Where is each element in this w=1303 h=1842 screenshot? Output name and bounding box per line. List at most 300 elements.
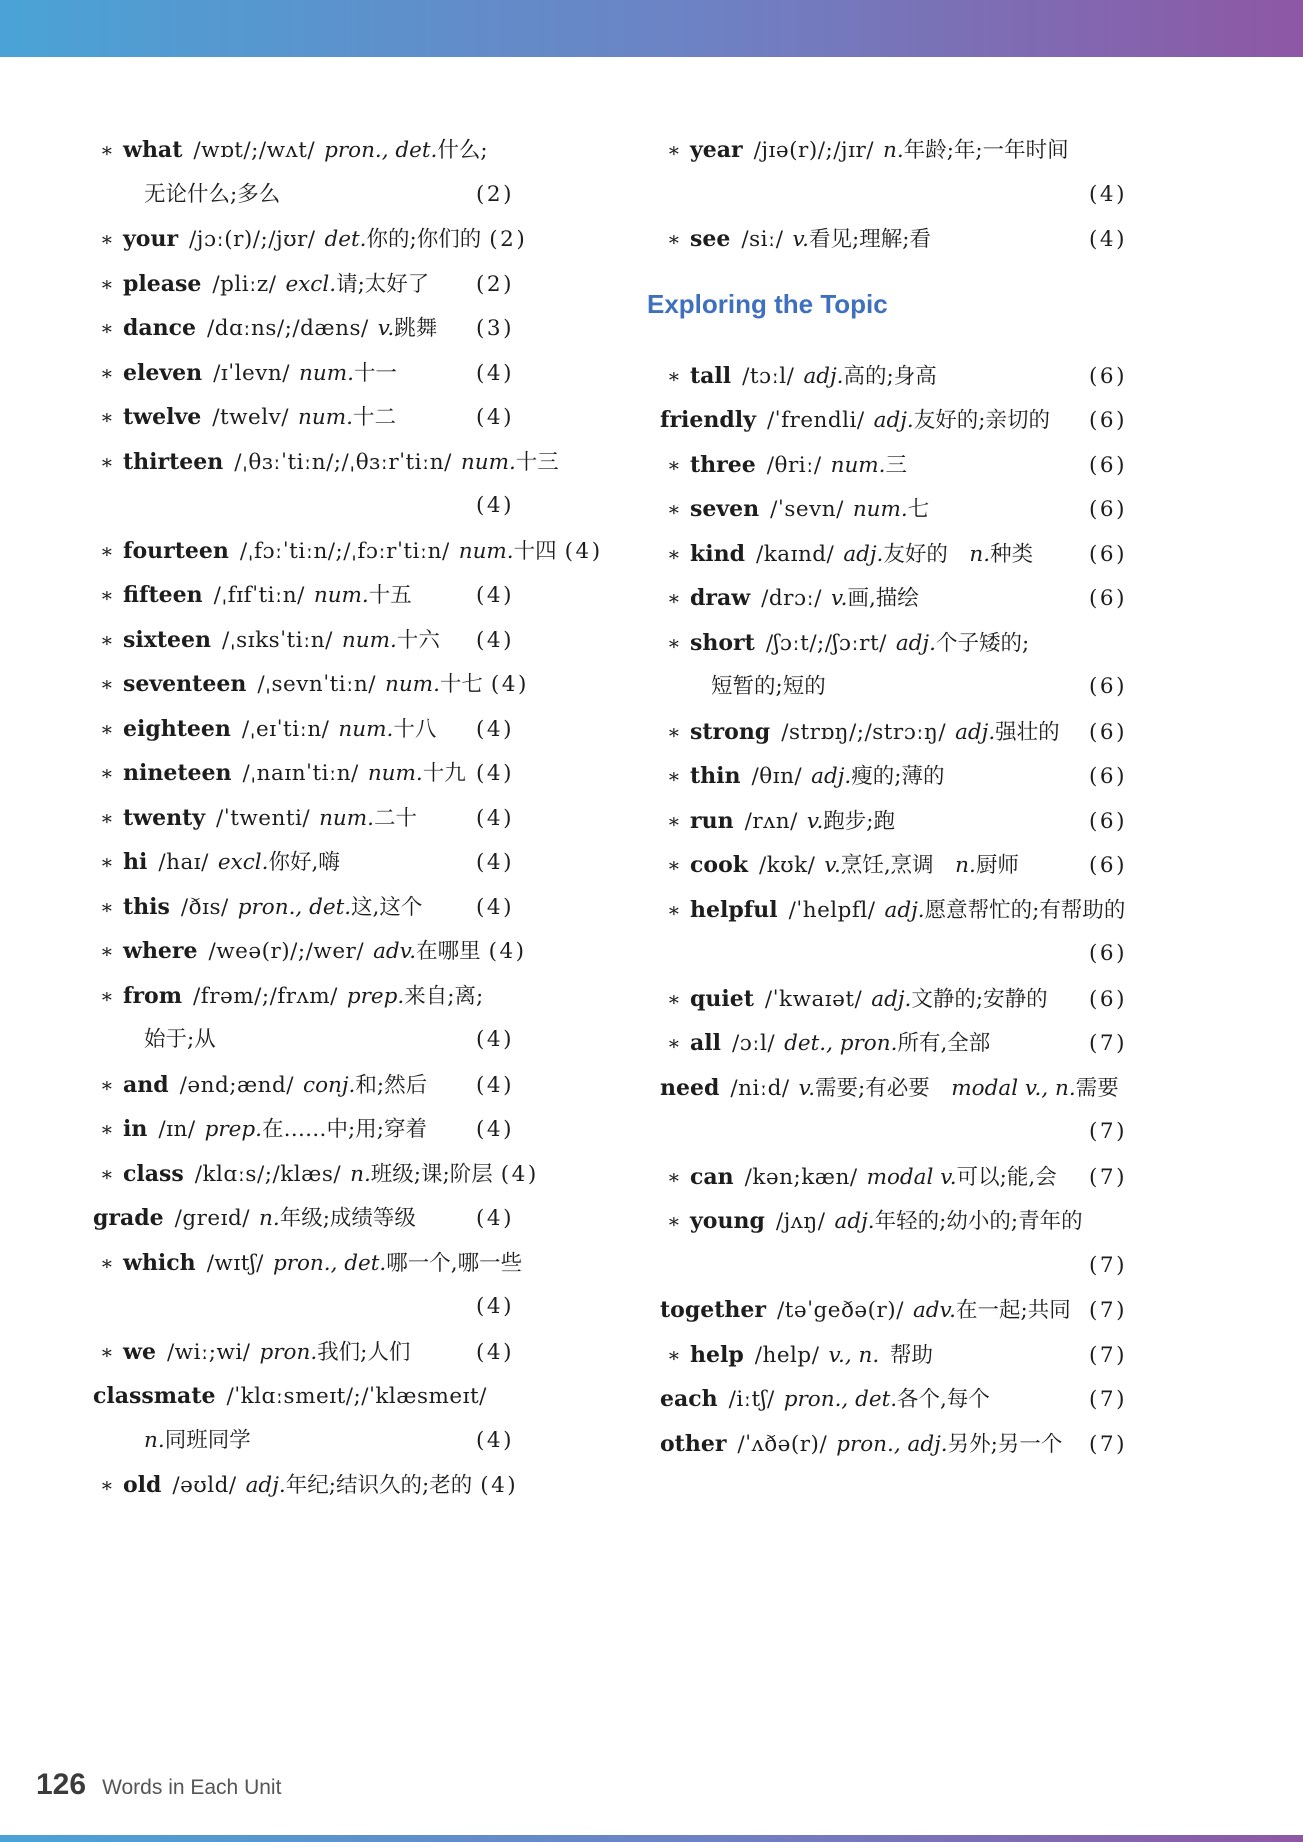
page-ref: (4) [476, 805, 514, 831]
star-marker: ∗ [667, 1209, 681, 1233]
vocab-entry [645, 1377, 1127, 1422]
entry-phonetic: /ˌsevnˈtiːn/ [257, 672, 376, 697]
page-ref: (4) [476, 1117, 514, 1142]
page-ref: (6) [1089, 853, 1127, 878]
entry-pos-label: n. [259, 1206, 280, 1231]
entry-phonetic: /drɔː/ [761, 586, 822, 611]
entry-definition: 跑步;跑 [823, 808, 896, 834]
entry-definition: 强壮的 [995, 719, 1060, 745]
entry-line [78, 262, 514, 307]
headword: twelve [123, 404, 202, 430]
entry-phonetic: /jɔː(r)/;/jʊr/ [189, 227, 316, 252]
vocab-entry [78, 529, 603, 574]
star-marker: ∗ [100, 983, 114, 1008]
entry-pos-label: num. [313, 583, 369, 608]
page-ref: (4) [476, 850, 514, 875]
star-marker: ∗ [100, 227, 114, 251]
page-footer [36, 1768, 281, 1802]
vocab-entry [78, 974, 514, 1063]
headword: seventeen [123, 671, 247, 697]
entry-phonetic: /əʊld/ [172, 1473, 237, 1498]
page-ref: (4) [476, 627, 514, 653]
entry-phonetic: /ənd;ænd/ [179, 1072, 295, 1098]
entry-phonetic: /ˌθɜːˈtiːn/;/ˌθɜːrˈtiːn/ [234, 449, 452, 475]
entry-line [78, 128, 514, 173]
top-gradient-bar [0, 0, 1303, 57]
page-ref: (6) [1089, 541, 1127, 567]
entry-definition: 跳舞 [394, 316, 438, 341]
vocab-entry [78, 1063, 514, 1108]
page-ref: (6) [1089, 497, 1127, 522]
entry-pos-label: n. [933, 853, 976, 878]
entry-pos-label: pron., det. [324, 138, 438, 163]
entry-definition: 十二 [352, 405, 396, 430]
entry-phonetic: /ˈkwaɪət/ [764, 986, 863, 1012]
entry-phonetic: /ɪn/ [158, 1117, 196, 1142]
entry-line [78, 1196, 514, 1241]
vocab-entry [645, 754, 1127, 799]
vocab-entry [78, 128, 514, 217]
entry-pos-label: adj. [843, 541, 884, 567]
star-marker: ∗ [100, 449, 114, 474]
entry-definition: 文静的;安静的 [911, 986, 1048, 1012]
entry-pos-label: num. [298, 405, 353, 430]
headword: classmate [93, 1383, 216, 1409]
star-marker: ∗ [100, 672, 114, 696]
entry-line [78, 1152, 539, 1197]
entry-pos-label: adj. [895, 630, 936, 656]
vocab-entry [78, 707, 514, 752]
entry-pos-label: adj. [871, 986, 912, 1012]
page-ref: (6) [1089, 808, 1127, 834]
entry-pos-label: adj. [955, 719, 996, 745]
entry-pos-label: conj. [303, 1072, 356, 1098]
entry-line [645, 487, 1127, 532]
entry-definition: 请;太好了 [336, 271, 430, 297]
vocab-entry [78, 929, 527, 974]
headword: eleven [123, 359, 203, 386]
vocab-entry [645, 576, 1127, 621]
entry-definition: 年纪;结识久的;老的 [285, 1473, 473, 1498]
entry-definition: 年级;成绩等级 [279, 1206, 416, 1231]
page-ref: (4) [500, 1161, 539, 1187]
entry-phonetic: /kʊk/ [759, 853, 816, 878]
entry-phonetic: /niːd/ [730, 1075, 790, 1101]
entry-phonetic: /ˈʌðə(r)/ [737, 1431, 828, 1457]
entry-pos-label: adj. [884, 897, 925, 923]
entry-phonetic: /frəm/;/frʌm/ [193, 983, 338, 1009]
headword: grade [93, 1205, 164, 1231]
page-ref: (4) [480, 1473, 519, 1498]
entry-phonetic: /ʃɔːt/;/ʃɔːrt/ [765, 630, 887, 656]
entry-line [645, 1066, 1127, 1111]
entry-definition: 我们;人们 [317, 1339, 411, 1365]
page-ref: (2) [476, 271, 514, 297]
page-ref: (7) [1089, 1252, 1127, 1278]
star-marker: ∗ [100, 583, 114, 607]
vocab-entry [645, 977, 1127, 1022]
entry-definition: 同班同学 [164, 1427, 251, 1453]
vocab-entry [78, 573, 514, 618]
page-ref: (7) [1089, 1119, 1127, 1144]
entry-pos-label: num. [338, 716, 394, 742]
entry-line [645, 1155, 1127, 1200]
entry-continuation-line [645, 1110, 1127, 1155]
headword: tall [690, 362, 732, 389]
entry-line [78, 796, 514, 841]
entry-definition: 什么; [437, 138, 488, 163]
vocab-entry [78, 440, 559, 529]
entry-definition: 十六 [396, 627, 440, 653]
entry-definition: 愿意帮忙的;有帮助的 [924, 897, 1126, 923]
page-ref: (4) [1089, 227, 1127, 252]
entry-pos-label: num. [384, 672, 440, 697]
star-marker: ∗ [667, 719, 681, 744]
entry-definition: 需要 [1075, 1075, 1119, 1101]
entry-phonetic: /ˈklɑːsmeɪt/;/ˈklæsmeɪt/ [226, 1384, 487, 1409]
vocab-entry [645, 532, 1127, 577]
entry-phonetic: /təˈgeðə(r)/ [776, 1298, 904, 1323]
star-marker: ∗ [667, 1031, 681, 1055]
entry-line [645, 1288, 1127, 1333]
page-ref: (6) [1089, 408, 1127, 433]
entry-pos-label: n. [144, 1427, 165, 1453]
star-marker: ∗ [667, 541, 681, 566]
entry-pos-label: num. [830, 452, 886, 478]
entry-line [78, 885, 514, 930]
star-marker: ∗ [100, 850, 114, 874]
vocab-entry [645, 888, 1127, 977]
star-marker: ∗ [667, 630, 681, 655]
headword: year [690, 137, 743, 163]
entry-pos-label: adj. [873, 408, 914, 433]
entry-continuation-line [78, 173, 514, 218]
vocab-entry [78, 618, 514, 663]
entry-pos-label: num. [852, 497, 908, 522]
entry-line [78, 751, 514, 796]
vocab-entry [78, 662, 529, 707]
headword: this [123, 893, 170, 920]
star-marker: ∗ [667, 497, 681, 521]
entry-phonetic: /ˈsevn/ [770, 497, 844, 522]
star-marker: ∗ [667, 1342, 681, 1367]
entry-definition: 画,描绘 [847, 586, 919, 611]
vocab-entry [78, 395, 514, 440]
entry-line [78, 573, 514, 618]
entry-pos-label: modal v. [866, 1164, 957, 1190]
headword: which [123, 1249, 196, 1276]
page-ref: (4) [476, 493, 514, 518]
entry-pos-label: pron., det. [272, 1250, 387, 1276]
vocab-column-left [78, 128, 603, 1508]
page-ref: (4) [476, 894, 514, 920]
entry-line [78, 618, 514, 663]
entry-line [645, 621, 1127, 666]
entry-definition: 需要;有必要 [815, 1075, 930, 1101]
star-marker: ∗ [667, 138, 681, 162]
vocab-entry [645, 398, 1127, 443]
entry-line [78, 1063, 514, 1108]
vocab-entry [78, 1196, 514, 1241]
vocab-entry [78, 1374, 514, 1463]
entry-pos-label: num. [341, 627, 397, 653]
star-marker: ∗ [100, 627, 114, 652]
page-ref: (2) [489, 227, 528, 252]
headword: please [123, 270, 202, 297]
entry-phonetic: /klɑːs/;/klæs/ [194, 1161, 342, 1187]
page-ref: (4) [476, 761, 514, 786]
headword: cook [690, 852, 748, 878]
entry-pos-label: pron. [259, 1339, 318, 1365]
entry-definition: 十一 [353, 360, 397, 386]
page-ref: (4) [476, 1206, 514, 1231]
entry-pos-label: adj. [803, 363, 844, 389]
entry-definition: 烹饪,烹调 [840, 853, 934, 878]
entry-pos-label: det., pron. [784, 1031, 898, 1056]
entry-pos-label: prep. [204, 1117, 262, 1142]
entry-pos-label: n. [350, 1161, 371, 1187]
vocab-entry [78, 796, 514, 841]
star-marker: ∗ [667, 1164, 681, 1189]
star-marker: ∗ [100, 1250, 114, 1275]
page-ref: (4) [476, 1427, 514, 1453]
entry-phonetic: /ˌfɔːˈtiːn/;/ˌfɔːrˈtiːn/ [239, 538, 450, 564]
entry-definition: 种类 [990, 541, 1034, 567]
entry-phonetic: /tɔːl/ [742, 363, 795, 389]
page-ref: (4) [490, 672, 529, 697]
entry-phonetic: /θriː/ [766, 452, 822, 478]
entry-phonetic: /wɪtʃ/ [206, 1250, 264, 1276]
vocab-entry [78, 217, 528, 262]
entry-line [645, 1422, 1127, 1467]
entry-line [645, 754, 1127, 799]
page-ref: (7) [1089, 1031, 1127, 1056]
entry-line [78, 217, 528, 262]
page-ref: (7) [1089, 1387, 1127, 1412]
entry-pos-label: num. [367, 761, 423, 786]
entry-definition: 这,这个 [351, 894, 423, 920]
entry-continuation-line [645, 1244, 1127, 1289]
headword: can [690, 1163, 734, 1190]
entry-phonetic: /kaɪnd/ [755, 541, 835, 567]
page-ref: (4) [476, 583, 514, 608]
entry-pos-label: num. [458, 538, 514, 564]
entry-definition: 个子矮的; [935, 630, 1030, 656]
star-marker: ∗ [100, 316, 114, 340]
entry-definition: 年龄;年;一年时间 [903, 138, 1069, 163]
vocab-entry [78, 1241, 523, 1330]
vocab-entry [645, 710, 1127, 755]
entry-line [645, 1377, 1127, 1422]
page-ref: (6) [1089, 986, 1127, 1012]
headword: fifteen [123, 582, 203, 608]
entry-line [645, 217, 1127, 262]
vocab-entry [645, 1155, 1127, 1200]
entry-pos-label: pron., det. [237, 894, 352, 920]
page-ref: (2) [476, 181, 514, 207]
entry-continuation-line [645, 173, 1127, 218]
entry-definition: 友好的;亲切的 [913, 408, 1050, 433]
page-ref: (4) [1089, 181, 1127, 207]
entry-phonetic: /ˈfrendli/ [766, 408, 865, 433]
entry-line [645, 128, 1127, 173]
entry-definition: 来自;离; [404, 983, 484, 1009]
entry-definition: 哪一个,哪一些 [386, 1250, 523, 1276]
entry-definition: 十三 [515, 449, 559, 475]
entry-phonetic: /ɪˈlevn/ [213, 360, 291, 386]
headword: helpful [690, 896, 778, 923]
headword: young [690, 1208, 765, 1234]
headword: we [123, 1338, 156, 1365]
entry-phonetic: /iːtʃ/ [728, 1387, 775, 1412]
entry-phonetic: /ˌnaɪnˈtiːn/ [242, 761, 359, 786]
entry-continuation-line [78, 484, 514, 529]
entry-line [645, 532, 1127, 577]
star-marker: ∗ [100, 1473, 114, 1497]
vocab-entry [78, 885, 514, 930]
entry-phonetic: /haɪ/ [158, 850, 209, 875]
page-ref: (4) [476, 1072, 514, 1098]
entry-phonetic: /rʌn/ [744, 808, 798, 834]
headword: nineteen [123, 760, 232, 786]
headword: three [690, 451, 756, 478]
entry-definition: 另外;另一个 [947, 1431, 1063, 1457]
page-ref: (6) [1089, 941, 1127, 966]
entry-definition: 十八 [393, 716, 437, 742]
entry-phonetic: /ðɪs/ [180, 894, 229, 920]
vocab-entry [78, 1330, 514, 1375]
headword: where [123, 938, 198, 964]
entry-pos-label: modal v., n. [929, 1075, 1076, 1101]
entry-definition: 看见;理解;看 [808, 227, 931, 252]
page-ref: (6) [1089, 719, 1127, 745]
entry-definition: 你的;你们的 [366, 227, 482, 252]
entry-definition: 年轻的;幼小的;青年的 [874, 1209, 1083, 1234]
page-ref: (6) [1089, 764, 1127, 789]
star-marker: ∗ [100, 1339, 114, 1364]
page-ref: (4) [488, 939, 527, 964]
entry-line [78, 306, 514, 351]
entry-pos-label: v. [824, 853, 841, 878]
star-marker: ∗ [100, 138, 114, 162]
star-marker: ∗ [667, 452, 681, 477]
entry-definition: 始于;从 [144, 1027, 216, 1052]
entry-line [78, 929, 527, 974]
entry-pos-label: num. [460, 449, 516, 475]
headword: in [123, 1116, 148, 1142]
vocab-entry [78, 306, 514, 351]
page-ref: (4) [476, 405, 514, 430]
entry-definition: 在一起;共同 [955, 1298, 1071, 1323]
headword: and [123, 1071, 169, 1098]
entry-continuation-line [78, 1285, 514, 1330]
headword: help [690, 1341, 744, 1368]
entry-phonetic: /ɔːl/ [731, 1031, 776, 1056]
entry-definition: 友好的 [883, 541, 948, 567]
headword: your [123, 226, 179, 252]
headword: run [690, 807, 734, 834]
vocab-entry [645, 1021, 1127, 1066]
entry-line [78, 1330, 514, 1375]
entry-line [78, 351, 514, 396]
page-number: 126 [36, 1768, 87, 1801]
entry-line [645, 799, 1127, 844]
entry-definition: 二十 [374, 805, 418, 831]
page-ref: (6) [1089, 363, 1127, 389]
entry-line [78, 840, 514, 885]
entry-definition: 十七 [439, 672, 483, 697]
entry-pos-label: num. [299, 360, 354, 386]
page-ref: (7) [1089, 1164, 1127, 1190]
entry-definition: 在哪里 [416, 939, 481, 964]
star-marker: ∗ [667, 764, 681, 788]
headword: what [123, 137, 183, 163]
entry-phonetic: /help/ [754, 1342, 820, 1368]
entry-phonetic: /strɒŋ/;/strɔːŋ/ [781, 719, 947, 745]
entry-pos-label: adj. [245, 1473, 286, 1498]
vocab-entry [78, 351, 514, 396]
entry-line [645, 1199, 1127, 1244]
entry-pos-label: pron., det. [783, 1387, 898, 1412]
entry-line [78, 974, 514, 1019]
star-marker: ∗ [100, 939, 114, 963]
headword: draw [690, 585, 751, 611]
entry-line [645, 443, 1127, 488]
entry-continuation-line [645, 665, 1127, 710]
entry-definition: 班级;课;阶层 [370, 1161, 493, 1187]
page-ref: (3) [476, 316, 514, 341]
vocab-entry [78, 1107, 514, 1152]
entry-pos-label: pron., adj. [836, 1431, 948, 1457]
entry-phonetic: /pliːz/ [212, 271, 277, 297]
vocab-entry [645, 799, 1127, 844]
entry-pos-label: prep. [346, 983, 405, 1009]
star-marker: ∗ [667, 808, 681, 833]
headword: sixteen [123, 626, 212, 653]
entry-pos-label: v. [798, 1075, 816, 1101]
entry-phonetic: /ˌeɪˈtiːn/ [241, 716, 330, 742]
entry-phonetic: /wiː;wi/ [166, 1339, 251, 1365]
page-ref: (4) [476, 1339, 514, 1365]
headword: strong [690, 718, 771, 745]
page-ref: (4) [476, 360, 514, 386]
entry-definition: 三 [885, 452, 908, 478]
entry-line [78, 662, 529, 707]
entry-phonetic: /greɪd/ [174, 1206, 250, 1231]
page-ref: (7) [1089, 1298, 1127, 1323]
star-marker: ∗ [100, 1117, 114, 1141]
entry-pos-label: n. [883, 138, 904, 163]
vocab-entry [645, 1422, 1127, 1467]
entry-line [645, 1021, 1127, 1066]
entry-continuation-line [645, 932, 1127, 977]
entry-line [645, 977, 1127, 1022]
entry-phonetic: /wɒt/;/wʌt/ [193, 138, 316, 163]
headword: need [660, 1074, 720, 1101]
entry-definition: 厨师 [975, 853, 1019, 878]
headword: twenty [123, 804, 206, 831]
entry-definition: 无论什么;多么 [144, 181, 281, 207]
vocab-entry [645, 217, 1127, 262]
entry-definition: 可以;能,会 [956, 1164, 1057, 1190]
entry-definition: 高的;身高 [843, 363, 937, 389]
vocab-entry [645, 354, 1127, 399]
entry-line [645, 888, 1127, 933]
entry-line [645, 576, 1127, 621]
entry-phonetic: /weə(r)/;/wer/ [208, 939, 365, 964]
entry-line [78, 707, 514, 752]
entry-definition: 十九 [422, 761, 466, 786]
